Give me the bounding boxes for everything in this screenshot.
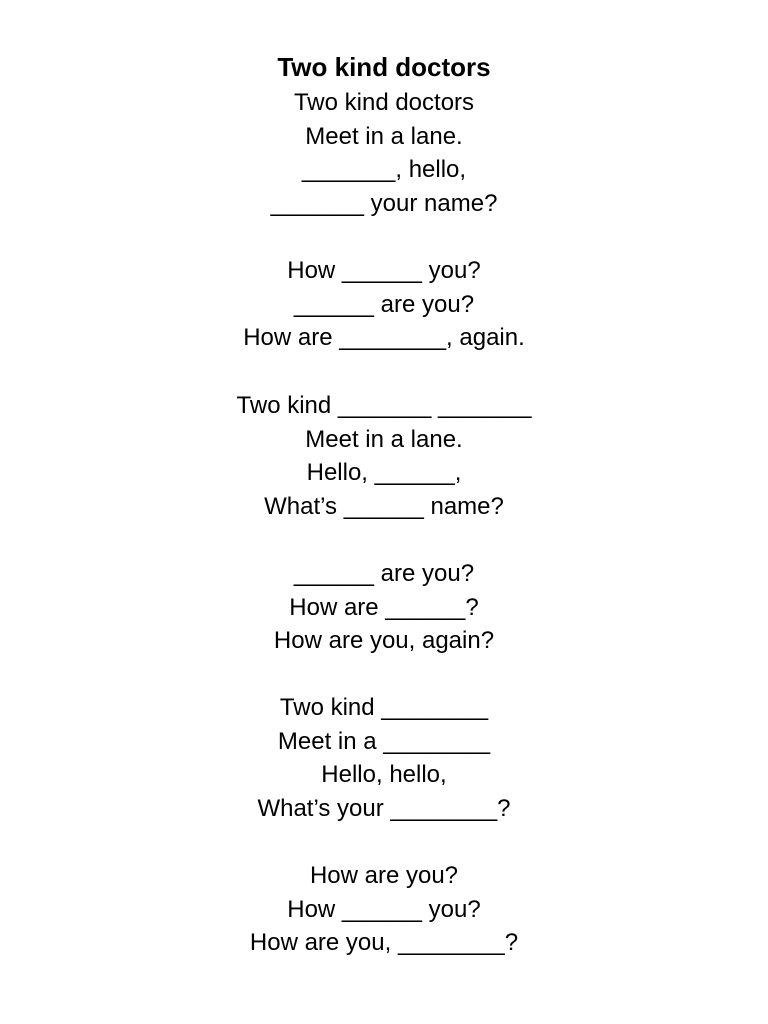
verse-line: What’s your ________? <box>257 794 511 822</box>
verse-line: _______, hello, <box>301 156 467 184</box>
verse-line: Two kind doctors <box>293 89 475 116</box>
verse-line: How ______ you? <box>287 895 481 923</box>
verse-line: Meet in a lane. <box>305 425 463 453</box>
verse-line: How are ________, again. <box>243 324 525 352</box>
verse-line: How are you? <box>309 862 459 889</box>
worksheet-title: Two kind doctors <box>277 52 491 82</box>
verse-line: _______ your name? <box>270 189 498 217</box>
verse-line: ______ are you? <box>293 560 475 587</box>
verse-5 <box>0 691 768 825</box>
verse-4 <box>0 557 768 658</box>
verse-line: Meet in a lane. <box>305 122 463 150</box>
verse-line: How ______ you? <box>287 257 481 284</box>
verse-line: Meet in a ________ <box>277 727 491 755</box>
verse-3 <box>0 389 768 523</box>
verse-line: How are you, ________? <box>249 929 519 957</box>
verse-6 <box>0 859 768 960</box>
verse-line: Hello, ______, <box>306 459 462 487</box>
verse-line: How are ______? <box>289 593 479 621</box>
verse-line: How are you, again? <box>273 627 495 655</box>
verse-line: Hello, hello, <box>321 761 447 789</box>
verse-line: What’s ______ name? <box>264 492 504 520</box>
verse-2 <box>0 254 768 355</box>
verse-line: Two kind ________ <box>279 694 489 721</box>
verse-line: ______ are you? <box>293 290 475 318</box>
verse-1 <box>0 86 768 220</box>
verse-line: Two kind _______ _______ <box>236 392 532 419</box>
